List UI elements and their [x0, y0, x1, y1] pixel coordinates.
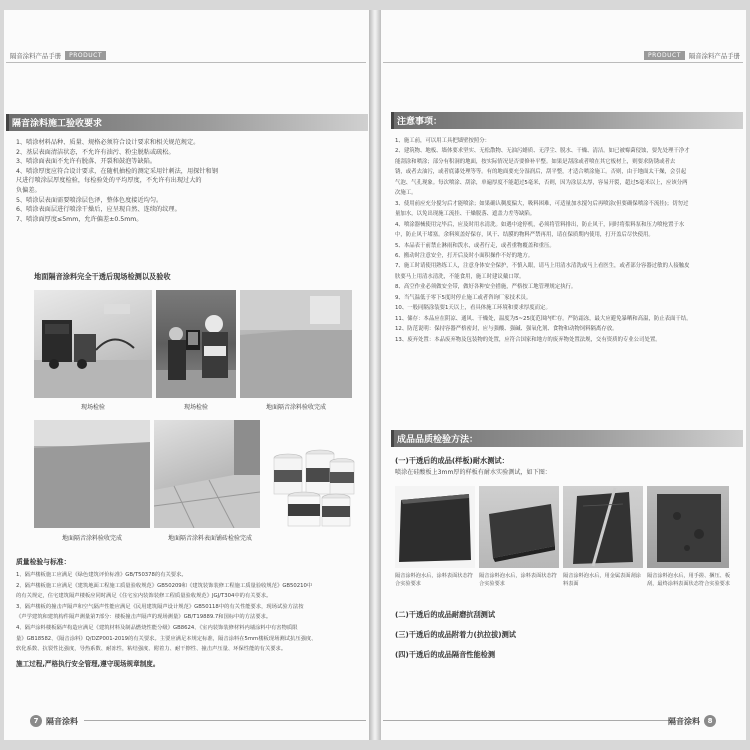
water-test-photo-2 [479, 486, 559, 568]
note-item: 9、当气温低于零下5度时停止施工或者咨询厂家技术员。 [395, 294, 532, 301]
note-item: 4、喷涂器械使用完毕后，应及时用水清洗。如遇中途停机，必须将管料排出，防止风干，同时将浆料泵和压力喷枪置于水 [395, 221, 685, 228]
quality-item: 软化系数、抗裂性比强度，导热系数、耐冻性，粘结强度、附着力、耐干擦性、撞击声压量、环保性能的有关要求。 [16, 646, 287, 653]
right-page [381, 10, 746, 740]
caption-floor-acceptance-1: 地面隔音涂料验收完成 [265, 404, 326, 411]
left-page [4, 10, 369, 740]
note-item: 锈，或者去油污，或者底漆处理等等。有的地面要充分湿润后，刮平整，才适合喷涂施工。否则，由于地面太干燥，会引起 [395, 169, 687, 176]
water-test-photo-4 [647, 486, 729, 568]
acceptance-section-bar [6, 114, 368, 131]
quality-standard-list [16, 570, 366, 655]
notes-section-bar [391, 112, 743, 129]
left-header-rule [6, 62, 366, 63]
right-header-rule [383, 62, 743, 63]
quality-item: 4、隔声涂料楼板隔声构造应满足《建筑材料及制品燃烧性能分级》GB8624、《室内装饰装修材料内墙涂料中有害物质限 [16, 624, 298, 631]
notes-list [395, 136, 743, 345]
note-item: 中，防止风干堵塞。余料须盖好保存，风干、结膜的物料严禁再用，请在保质期内使用，打开盖后尽快使用。 [395, 232, 654, 239]
note-item: 11、储存：本品应在阴凉、通风、干燥处，温度为5~25度范围内贮存。严防霜冻，最大应避免暴晒和高温，防止表面干结。 [395, 315, 692, 322]
left-page-number: 7 [30, 715, 42, 727]
requirement-item: 尺进行喷涂层厚度检验，每检验处的平均厚度，不允许有出现过大的 [16, 177, 202, 185]
quality-item: 《声学建筑和建筑构件隔声测量第7部分：楼板撞击声隔声的现场测量》GB/T19889.7和国标中的方法要求。 [16, 614, 272, 621]
left-footer-rule [84, 720, 366, 721]
caption-site-inspection-2: 现场检验 [183, 404, 208, 411]
caption-floor-acceptance-2: 地面隔音涂料验收完成 [61, 535, 122, 542]
right-footer-rule [383, 720, 673, 721]
quality-item: 3、隔声楼板的撞击声隔声和空气隔声性能应满足《民用建筑隔声设计规范》GB50118中的有关性能要求，现场试验方法按 [16, 603, 304, 610]
note-item: 1、施工前，可以用工具把墙壁按照分： [395, 138, 491, 144]
floor-acceptance-photo-2 [34, 420, 150, 528]
notes-section-title: 注意事项： [397, 117, 443, 127]
quality-item: 的有关规定，住宅建筑隔声楼板应同时满足《住宅室内装饰装修工程质量验收规范》JGJ/T304中的有关要求。 [16, 593, 272, 600]
left-header-name: 隔音涂料产品手册 [10, 51, 62, 60]
quality-item: 量》GB18582、《隔音涂料》Q/DZP001-2019的有关要求。主要应满足本规定标准，隔音涂料在5mm楼板现场测试抗压强度、 [16, 635, 317, 642]
note-item: 5、本品表干前禁止淋雨和泼水，或者行走，或者重物覆盖和重压。 [395, 242, 555, 249]
water-test-photo-3 [563, 486, 643, 568]
adhesion-test-title: (三)干透后的成品附着力(抗拉拔)测试 [395, 630, 516, 639]
note-item: 8、高空作业必须做安全带，做好各种安全措施，严格按工地管理规定执行。 [395, 284, 577, 291]
requirement-item: 7、喷涂面厚度≤5mm，允许偏差±0.5mm。 [16, 215, 143, 223]
water-test-caption-2: 隔音涂料泡水后，涂料表面状态符合实验要求 [479, 573, 557, 587]
requirement-item: 2、基层表面清洁状态，不允许有油污、粉尘脱粘或疏松。 [16, 148, 175, 156]
note-item: 10、一般同隔涂装要1天以上，看具体施工环境和要求厚度而定。 [395, 305, 551, 312]
site-inspection-photo-1 [34, 290, 152, 398]
note-item: 气泡、气孔现象。每次喷涂、刮涂，单遍厚度不能超过5毫米，否则，因为涂层太厚，容易开裂，超过5毫米以上，应该分两 [395, 179, 688, 186]
site-inspection-photo-2 [156, 290, 236, 398]
right-footer [668, 714, 716, 728]
tile-inspection-photo [154, 420, 260, 528]
quality-item: 1、隔声楼板施工应满足《绿色建筑评价标准》GB/T50378的有关要求。 [16, 572, 187, 578]
quality-method-section-bar [391, 430, 743, 447]
abrasion-test-title: (二)干透后的成品耐磨抗刮测试 [395, 610, 496, 619]
caption-site-inspection-1: 现场检验 [80, 404, 105, 411]
left-footer [30, 714, 78, 728]
note-item: 6、搬动时注意安全，打开后及时小面积操作不好的地方。 [395, 252, 534, 259]
note-item: 量加水，以免出现施工流挂、干燥脱落、遮盖力差等缺陷。 [395, 211, 536, 218]
right-footer-text: 隔音涂料 [668, 716, 700, 726]
note-item: 肤要马上用清水清洗，不能食用，施工时建议戴口罩。 [395, 273, 525, 280]
acceptance-section-title: 隔音涂料施工验收要求 [12, 119, 103, 129]
requirement-item: 3、喷涂面表面不允许有脱落、开裂和鼓泡等缺陷。 [16, 158, 157, 166]
requirement-item: 5、喷涂层表面需要喷涂层色泽，整体色度接近均匀。 [16, 196, 163, 204]
right-header [644, 48, 744, 62]
water-test-title: (一)干透后的成品(样板)耐水测试： [395, 456, 509, 465]
floor-acceptance-photo-1 [240, 290, 352, 398]
note-item: 次施工。 [395, 190, 417, 197]
product-buckets-photo [264, 444, 358, 528]
requirement-item: 6、喷涂表面层进行喷涂干燥后，应呈现自然、连续的纹理。 [16, 206, 181, 214]
note-item: 能刮涂和喷涂；部分有积洞的地面，按实际情况是否要修补平整。如果是刮涂或者喷在其它板材上，则要求防锈或者去 [395, 158, 676, 165]
requirement-item: 1、喷涂材料品种、质量、规格必须符合设计要求和相关规范规定。 [16, 139, 200, 146]
water-test-caption-3: 隔音涂料泡水后，用金属表面刮涂料表面 [563, 573, 641, 587]
caption-tile-inspection: 地面隔音涂料表面铺砖检验完成 [167, 535, 252, 542]
right-header-name: 隔音涂料产品手册 [688, 51, 740, 60]
water-test-desc: 喷涂在硅酸板上3mm厚的样板有耐水实验测试，如下图： [395, 469, 551, 476]
water-test-caption-4: 隔音涂料泡水后，用手搓、捆压、板刮，最终涂料表面状态符合实验要求 [647, 573, 731, 587]
photos-title: 地面隔音涂料完全干透后现场检测以及验收 [34, 272, 171, 281]
acoustic-test-title: (四)干透后的成品隔音性能检测 [395, 650, 496, 659]
safety-note: 施工过程,严格执行安全管理,遵守现场规章制度。 [16, 660, 160, 668]
note-item: 3、使用前应充分搅匀后才能喷涂；如果确认稠度偏大，吸料困难，可适量加水搅匀后再喷涂(但要确保喷涂不流挂)；切勿过 [395, 200, 689, 207]
left-footer-text: 隔音涂料 [46, 716, 78, 726]
page-gutter [369, 10, 381, 740]
note-item: 2、建筑物、地板、墙体要求坚实、无松散物、无油污蜡质、无浮尘、脱水、干燥、清洁。如已被霉菌侵蚀，要先处理干净才 [395, 148, 690, 155]
quality-standard-title: 质量检验与标准： [16, 558, 71, 566]
requirement-item: 4、喷涂厚度应符合设计要求，在随机抽检的测定采用针刺法，用探针和钢 [16, 167, 218, 175]
acceptance-requirements-list [16, 138, 361, 224]
water-test-caption-1: 隔音涂料泡水后，涂料表面状态符合实验要求 [395, 573, 473, 587]
quality-item: 2、隔声楼板施工应满足《建筑地面工程施工质量验收规范》GB50209和《建筑装饰装修工程施工质量验收规范》GB50210中 [16, 582, 313, 589]
note-item: 12、防范说明：保持容器严格密封，应与强酸、强碱、强氧化剂、食物和动物饲料隔离存放。 [395, 326, 618, 333]
quality-method-section-title: 成品品质检验方法： [397, 435, 479, 445]
note-item: 13、废弃处置：本品废弃物及包装物的处置，应符合国家和地方的废弃物处置法规，交有资质的专业公司处置。 [395, 336, 661, 343]
water-test-photo-1 [395, 486, 475, 568]
left-header [6, 48, 106, 62]
right-header-tag: PRODUCT [644, 51, 685, 60]
requirement-item: 负偏差。 [16, 186, 41, 194]
left-header-tag: PRODUCT [65, 51, 106, 60]
note-item: 7、施工时请使用熟练工人，注意身体安全保护，不慎入眼，请马上用清水清洗或马上看医生，或者部分容器过敏的人接触皮 [395, 263, 690, 270]
right-page-number: 8 [704, 715, 716, 727]
